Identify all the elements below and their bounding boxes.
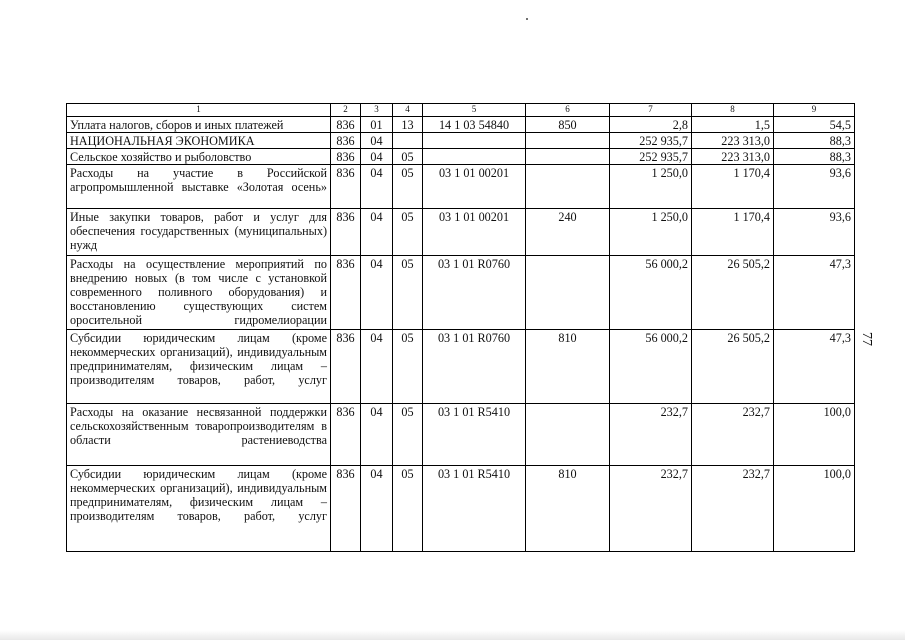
header-cell: 4	[393, 104, 423, 117]
cell-target-article: 14 1 03 54840	[423, 117, 526, 133]
cell-actual: 1,5	[692, 117, 774, 133]
cell-expense-type: 850	[526, 117, 610, 133]
cell-expense-type	[526, 149, 610, 165]
cell-section: 04	[361, 256, 393, 330]
cell-target-article: 03 1 01 R0760	[423, 330, 526, 404]
cell-plan: 252 935,7	[610, 149, 692, 165]
cell-subsection: 05	[393, 466, 423, 552]
row-name: Иные закупки товаров, работ и услуг для обеспечения государственных (муниципальных) нужд	[67, 209, 331, 256]
cell-subsection: 05	[393, 330, 423, 404]
cell-target-article: 03 1 01 00201	[423, 209, 526, 256]
cell-code: 836	[331, 117, 361, 133]
cell-target-article: 03 1 01 R0760	[423, 256, 526, 330]
header-cell: 1	[67, 104, 331, 117]
table-row	[67, 330, 855, 404]
cell-code: 836	[331, 330, 361, 404]
header-row	[67, 104, 855, 117]
scan-speck	[526, 18, 528, 20]
cell-percent: 93,6	[774, 209, 855, 256]
cell-expense-type	[526, 404, 610, 466]
cell-percent: 88,3	[774, 133, 855, 149]
cell-plan: 1 250,0	[610, 209, 692, 256]
row-name: Расходы на осуществление мероприятий по внедрению новых (в том числе с установкой современного поливного оборудования) и восстановлению существующих систем оросительной гидромелиорации	[67, 256, 331, 330]
cell-plan: 252 935,7	[610, 133, 692, 149]
cell-section: 04	[361, 133, 393, 149]
header-cell: 8	[692, 104, 774, 117]
row-name: НАЦИОНАЛЬНАЯ ЭКОНОМИКА	[67, 133, 331, 149]
cell-actual: 223 313,0	[692, 133, 774, 149]
cell-actual: 223 313,0	[692, 149, 774, 165]
row-name: Субсидии юридическим лицам (кроме некоммерческих организаций), индивидуальным предпринимателям, физическим лицам – производителям товаров, работ, услуг	[67, 330, 331, 404]
table-row	[67, 466, 855, 552]
cell-section: 04	[361, 330, 393, 404]
cell-plan: 1 250,0	[610, 165, 692, 209]
table-row	[67, 165, 855, 209]
header-cell: 3	[361, 104, 393, 117]
header-cell: 2	[331, 104, 361, 117]
table-row	[67, 404, 855, 466]
header-cell: 7	[610, 104, 692, 117]
cell-section: 04	[361, 149, 393, 165]
header-cell: 5	[423, 104, 526, 117]
cell-percent: 100,0	[774, 404, 855, 466]
cell-percent: 88,3	[774, 149, 855, 165]
cell-code: 836	[331, 165, 361, 209]
cell-code: 836	[331, 466, 361, 552]
cell-percent: 54,5	[774, 117, 855, 133]
cell-section: 01	[361, 117, 393, 133]
cell-plan: 56 000,2	[610, 256, 692, 330]
cell-expense-type	[526, 256, 610, 330]
row-name: Расходы на участие в Российской агропромышленной выставке «Золотая осень»	[67, 165, 331, 209]
cell-plan: 2,8	[610, 117, 692, 133]
cell-code: 836	[331, 149, 361, 165]
table-row	[67, 117, 855, 133]
cell-percent: 93,6	[774, 165, 855, 209]
cell-subsection: 05	[393, 404, 423, 466]
table-row	[67, 149, 855, 165]
cell-actual: 232,7	[692, 466, 774, 552]
cell-percent: 47,3	[774, 256, 855, 330]
header-cell: 9	[774, 104, 855, 117]
row-name: Сельское хозяйство и рыболовство	[67, 149, 331, 165]
cell-target-article: 03 1 01 R5410	[423, 404, 526, 466]
scan-edge	[0, 630, 905, 640]
cell-subsection: 05	[393, 165, 423, 209]
cell-subsection	[393, 133, 423, 149]
cell-subsection: 05	[393, 149, 423, 165]
cell-subsection: 05	[393, 209, 423, 256]
cell-plan: 232,7	[610, 466, 692, 552]
table-row	[67, 209, 855, 256]
cell-subsection: 13	[393, 117, 423, 133]
cell-percent: 47,3	[774, 330, 855, 404]
cell-plan: 232,7	[610, 404, 692, 466]
cell-target-article	[423, 149, 526, 165]
cell-section: 04	[361, 404, 393, 466]
cell-expense-type	[526, 133, 610, 149]
cell-code: 836	[331, 209, 361, 256]
budget-table	[66, 103, 855, 552]
cell-target-article	[423, 133, 526, 149]
cell-section: 04	[361, 165, 393, 209]
cell-expense-type: 810	[526, 466, 610, 552]
cell-actual: 232,7	[692, 404, 774, 466]
cell-actual: 1 170,4	[692, 165, 774, 209]
cell-actual: 26 505,2	[692, 330, 774, 404]
cell-code: 836	[331, 404, 361, 466]
cell-code: 836	[331, 256, 361, 330]
cell-target-article: 03 1 01 00201	[423, 165, 526, 209]
row-name: Уплата налогов, сборов и иных платежей	[67, 117, 331, 133]
cell-percent: 100,0	[774, 466, 855, 552]
cell-section: 04	[361, 209, 393, 256]
cell-expense-type: 810	[526, 330, 610, 404]
cell-expense-type: 240	[526, 209, 610, 256]
row-name: Расходы на оказание несвязанной поддержки сельскохозяйственным товаропроизводителям в области растениеводства	[67, 404, 331, 466]
cell-subsection: 05	[393, 256, 423, 330]
page-number: 77	[859, 332, 874, 346]
table-row	[67, 133, 855, 149]
table-row	[67, 256, 855, 330]
cell-actual: 1 170,4	[692, 209, 774, 256]
cell-section: 04	[361, 466, 393, 552]
cell-actual: 26 505,2	[692, 256, 774, 330]
cell-plan: 56 000,2	[610, 330, 692, 404]
header-cell: 6	[526, 104, 610, 117]
row-name: Субсидии юридическим лицам (кроме некоммерческих организаций), индивидуальным предпринимателям, физическим лицам – производителям товаров, работ, услуг	[67, 466, 331, 552]
cell-target-article: 03 1 01 R5410	[423, 466, 526, 552]
cell-code: 836	[331, 133, 361, 149]
cell-expense-type	[526, 165, 610, 209]
